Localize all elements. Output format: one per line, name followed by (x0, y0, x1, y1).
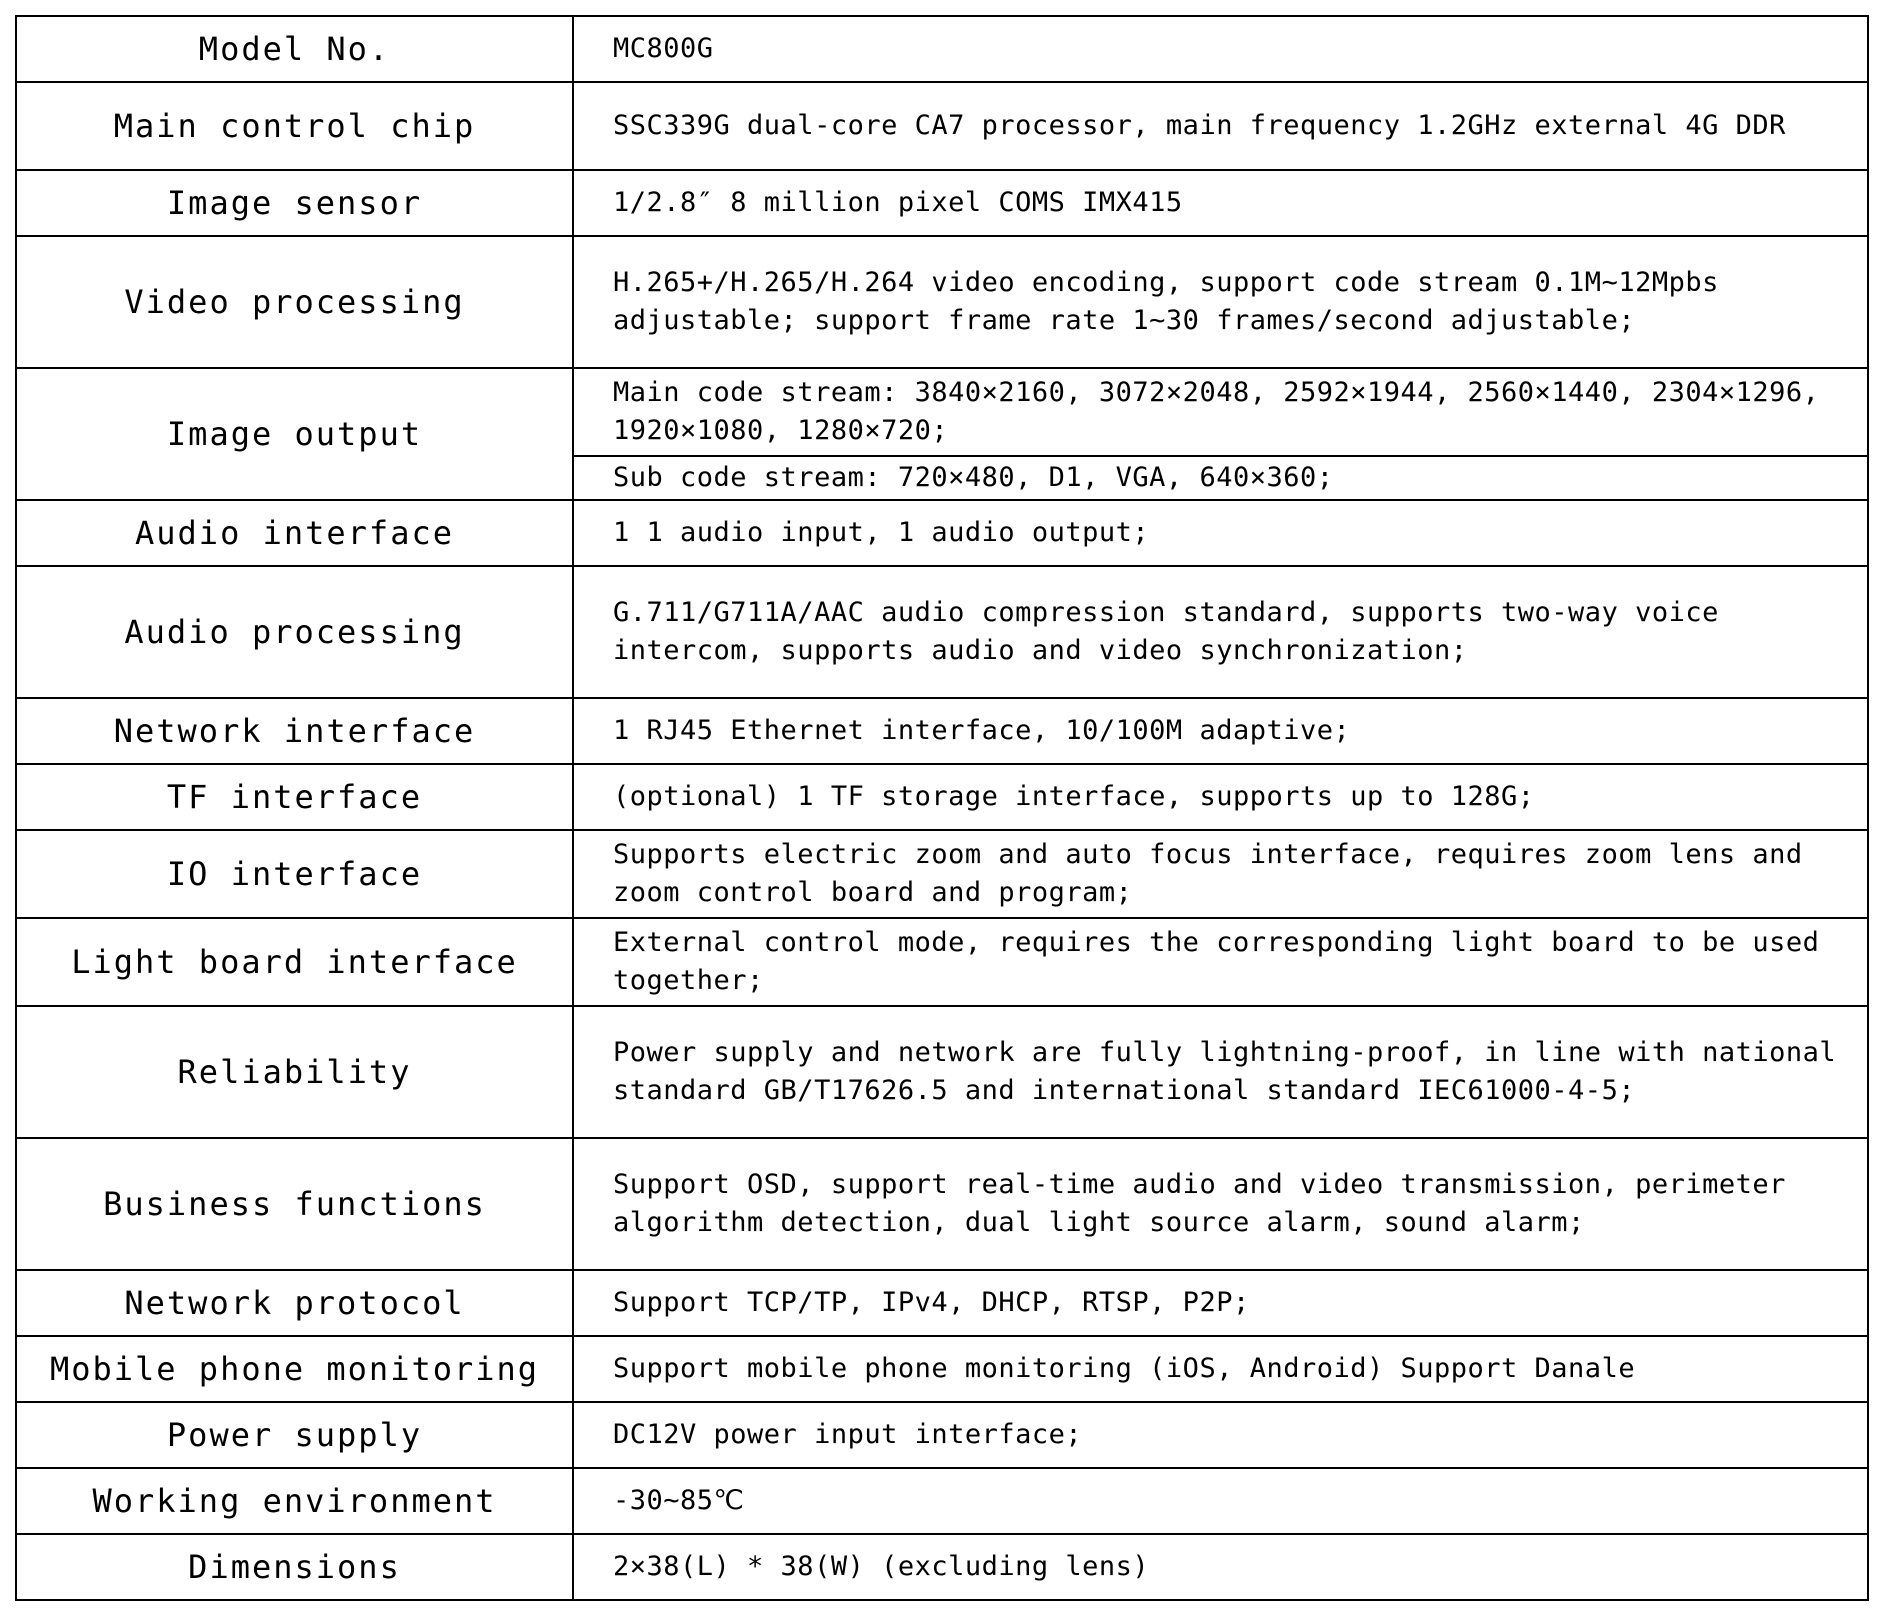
row-label: Working environment (16, 1468, 573, 1534)
row-label: Audio processing (16, 566, 573, 698)
row-label: Image sensor (16, 170, 573, 236)
row-value: G.711/G711A/AAC audio compression standard, supports two-way voice intercom, supports audio and video synchronization; (573, 566, 1868, 698)
row-value: Support TCP/TP, IPv4, DHCP, RTSP, P2P; (573, 1270, 1868, 1336)
table-row (16, 1006, 1868, 1138)
row-value-main: Main code stream: 3840×2160, 3072×2048, 2592×1944, 2560×1440, 2304×1296, 1920×1080, 1280×720; (573, 368, 1868, 456)
row-label: Image output (16, 368, 573, 500)
row-value: DC12V power input interface; (573, 1402, 1868, 1468)
row-label: Power supply (16, 1402, 573, 1468)
row-label: Business functions (16, 1138, 573, 1270)
table-row (16, 1402, 1868, 1468)
row-value: External control mode, requires the corresponding light board to be used together; (573, 918, 1868, 1006)
table-row (16, 698, 1868, 764)
table-row (16, 16, 1868, 82)
table-row (16, 500, 1868, 566)
row-value: 1 1 audio input, 1 audio output; (573, 500, 1868, 566)
row-value: (optional) 1 TF storage interface, supports up to 128G; (573, 764, 1868, 830)
table-row (16, 566, 1868, 698)
table-row (16, 82, 1868, 170)
table-row (16, 1336, 1868, 1402)
row-label: Network protocol (16, 1270, 573, 1336)
row-value: -30~85℃ (573, 1468, 1868, 1534)
row-label: IO interface (16, 830, 573, 918)
row-value: MC800G (573, 16, 1868, 82)
row-label: Audio interface (16, 500, 573, 566)
table-row (16, 1468, 1868, 1534)
row-value-sub: Sub code stream: 720×480, D1, VGA, 640×360; (573, 456, 1868, 500)
row-value: 2×38(L) * 38(W) (excluding lens) (573, 1534, 1868, 1600)
table-row (16, 1138, 1868, 1270)
table-row (16, 1270, 1868, 1336)
row-label: Dimensions (16, 1534, 573, 1600)
table-row (16, 830, 1868, 918)
table-row (16, 368, 1868, 456)
row-label: Video processing (16, 236, 573, 368)
table-row (16, 918, 1868, 1006)
row-label: Network interface (16, 698, 573, 764)
row-label: Main control chip (16, 82, 573, 170)
table-row (16, 236, 1868, 368)
row-value: Support mobile phone monitoring (iOS, Android) Support Danale (573, 1336, 1868, 1402)
spec-table (15, 15, 1869, 1601)
table-row (16, 764, 1868, 830)
row-label: Light board interface (16, 918, 573, 1006)
row-label: TF interface (16, 764, 573, 830)
row-label: Reliability (16, 1006, 573, 1138)
row-value: 1 RJ45 Ethernet interface, 10/100M adaptive; (573, 698, 1868, 764)
row-label: Model No. (16, 16, 573, 82)
row-value: Supports electric zoom and auto focus interface, requires zoom lens and zoom control board and program; (573, 830, 1868, 918)
table-row (16, 170, 1868, 236)
row-value: SSC339G dual-core CA7 processor, main frequency 1.2GHz external 4G DDR (573, 82, 1868, 170)
row-label: Mobile phone monitoring (16, 1336, 573, 1402)
row-value: H.265+/H.265/H.264 video encoding, support code stream 0.1M~12Mpbs adjustable; support frame rate 1~30 frames/second adjustable; (573, 236, 1868, 368)
row-value: Support OSD, support real-time audio and video transmission, perimeter algorithm detection, dual light source alarm, sound alarm; (573, 1138, 1868, 1270)
row-value: 1/2.8″ 8 million pixel COMS IMX415 (573, 170, 1868, 236)
table-row (16, 1534, 1868, 1600)
row-value: Power supply and network are fully lightning-proof, in line with national standard GB/T17626.5 and international standard IEC61000-4-5; (573, 1006, 1868, 1138)
